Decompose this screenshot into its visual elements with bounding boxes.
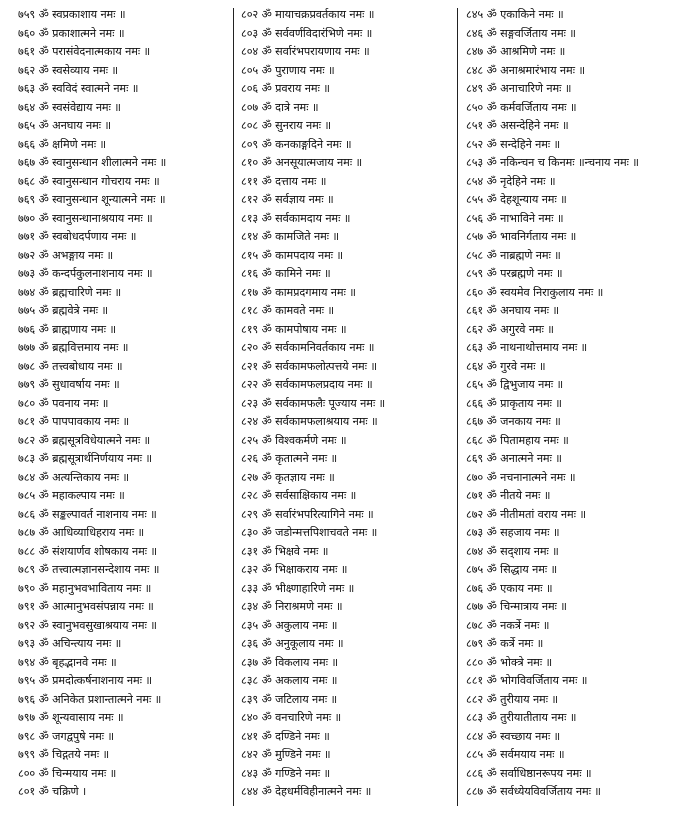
name-line: ८२५ ॐ विश्वकर्मणे नमः ॥	[241, 433, 347, 447]
name-line: ८५८ ॐ नाब्रह्मणे नमः ॥	[466, 248, 561, 262]
name-line: ८३८ ॐ अकलाय नमः ॥	[241, 674, 338, 687]
name-line: ७७२ ॐ अभङ्गाय नमः ॥	[18, 248, 114, 262]
name-line: ७८१ ॐ पापपावकाय नमः ॥	[18, 415, 130, 428]
name-line: ८५७ ॐ भावनिर्गताय नमः ॥	[466, 230, 577, 243]
name-line: ८७८ ॐ नकर्त्रे नमः ॥	[466, 618, 550, 632]
name-line: ८८२ ॐ तुरीयाय नमः ॥	[466, 692, 558, 706]
column-divider-2	[457, 8, 458, 806]
name-line: ८४६ ॐ सङ्गवर्जिताय नमः ॥	[466, 26, 576, 40]
name-line: ८१३ ॐ सर्वकामदाय नमः ॥	[241, 211, 351, 225]
name-line: ७९९ ॐ चिद्गतये नमः ॥	[18, 748, 110, 761]
name-line: ८२६ ॐ कृतात्मने नमः ॥	[241, 452, 338, 465]
name-line: ८२१ ॐ सर्वकामफलोत्पत्तये नमः ॥	[241, 359, 377, 373]
name-line: ८४२ ॐ मुण्डिने नमः ॥	[241, 748, 331, 761]
name-line: ८११ ॐ दत्ताय नमः ॥	[241, 174, 327, 188]
name-line: ८०१ ॐ चक्रिणे ।	[18, 785, 87, 798]
name-line: ७८५ ॐ महाकल्पाय नमः ॥	[18, 489, 125, 502]
name-line: ८८७ ॐ सर्वध्येयविवर्जिताय नमः ॥	[466, 785, 601, 798]
name-line: ८३० ॐ जडोन्मत्तपिशाचवते नमः ॥	[241, 526, 378, 539]
name-line: ८४७ ॐ आश्रमिणे नमः ॥	[466, 45, 566, 58]
name-line: ७७९ ॐ सुधावर्षाय नमः ॥	[18, 378, 120, 391]
name-line: ८६५ ॐ द्विभुजाय नमः ॥	[466, 378, 564, 391]
name-line: ८७६ ॐ एकाय नमः ॥	[466, 581, 553, 595]
name-line: ७५९ ॐ स्वप्रकाशाय नमः ॥	[18, 8, 126, 21]
name-line: ८४० ॐ वनचारिणे नमः ॥	[241, 711, 342, 724]
name-line: ७८७ ॐ आधिव्याधिहराय नमः ॥	[18, 526, 145, 539]
name-line: ८४८ ॐ अनाश्रमारंभाय नमः ॥	[466, 63, 585, 77]
name-line: ७७१ ॐ स्वबोधदर्पणाय नमः ॥	[18, 230, 137, 243]
name-line: ७७६ ॐ ब्राह्मणाय नमः ॥	[18, 322, 116, 336]
column-3	[466, 6, 680, 802]
name-line: ८६१ ॐ अनघाय नमः ॥	[466, 304, 559, 317]
name-line: ८६६ ॐ प्राकृताय नमः ॥	[466, 396, 562, 410]
name-line: ७९८ ॐ जगद्वपुषे नमः ॥	[18, 729, 114, 743]
name-line: ८१६ ॐ कामिने नमः ॥	[241, 267, 331, 280]
name-line: ८०५ ॐ पुराणाय नमः ॥	[241, 63, 335, 77]
name-line: ८१८ ॐ कामवते नमः ॥	[241, 304, 335, 317]
name-line: ८८६ ॐ सर्वाधिष्ठानरूपय नमः ॥	[466, 766, 592, 780]
name-line: ७६६ ॐ क्षमिणे नमः ॥	[18, 137, 107, 151]
name-line: ८६४ ॐ गुरवे नमः ॥	[466, 359, 546, 373]
name-line: ७७७ ॐ ब्रह्मवित्तमाय नमः ॥	[18, 341, 129, 354]
name-line: ८१५ ॐ कामपदाय नमः ॥	[241, 248, 344, 262]
name-line: ८८० ॐ भोक्त्रे नमः ॥	[466, 655, 553, 669]
name-line: ८७० ॐ नचनानात्मने नमः ॥	[466, 470, 576, 484]
name-line: ७८६ ॐ सङ्कल्पावर्त नाशनाय नमः ॥	[18, 507, 157, 521]
name-line: ७६३ ॐ स्वविदं स्वात्मने नमः ॥	[18, 82, 139, 95]
name-line: ८३४ ॐ निराश्रमणे नमः ॥	[241, 600, 343, 613]
name-line: ७९२ ॐ स्वानुभवसुखाश्रयाय नमः ॥	[18, 618, 157, 632]
name-line: ७६८ ॐ स्वानुसन्धान गोचराय नमः ॥	[18, 174, 160, 188]
name-line: ७६१ ॐ परासंवेदनात्मकाय नमः ॥	[18, 45, 151, 58]
name-line: ८१४ ॐ कामजिते नमः ॥	[241, 230, 339, 243]
name-line: ८०४ ॐ सर्वारंभपरायणाय नमः ॥	[241, 45, 370, 58]
name-line: ८८४ ॐ स्वच्छाय नमः ॥	[466, 729, 561, 743]
name-line: ८२८ ॐ सर्वसाक्षिकाय नमः ॥	[241, 489, 357, 502]
name-line: ८६८ ॐ पितामहाय नमः ॥	[466, 433, 569, 447]
name-line: ८२९ ॐ सर्वारंभपरित्यागिने नमः ॥	[241, 507, 374, 521]
name-line: ७८९ ॐ तत्त्वात्मज्ञानसन्देशाय नमः ॥	[18, 563, 160, 576]
name-line: ८६२ ॐ अगुरवे नमः ॥	[466, 322, 554, 336]
name-line: ८४३ ॐ गण्डिने नमः ॥	[241, 766, 331, 780]
name-line: ७६४ ॐ स्वसंवेद्याय नमः ॥	[18, 100, 121, 114]
name-line: ८७५ ॐ सिद्धाय नमः ॥	[466, 563, 558, 576]
name-line: ७९३ ॐ अचिन्त्याय नमः ॥	[18, 637, 122, 650]
name-line: ८६० ॐ स्वयमेव निराकुलाय नमः ॥	[466, 285, 604, 299]
name-line: ७६० ॐ प्रकाशात्मने नमः ॥	[18, 26, 125, 40]
name-line: ७९७ ॐ शून्यवासाय नमः ॥	[18, 711, 124, 724]
name-line: ८०९ ॐ कनकाङ्गदिने नमः ॥	[241, 137, 352, 151]
name-line: ८०० ॐ चिन्मयाय नमः ॥	[18, 766, 117, 780]
name-line: ८७९ ॐ कर्त्रे नमः ॥	[466, 637, 544, 650]
column-divider-1	[233, 8, 234, 806]
name-line: ८७३ ॐ सहजाय नमः ॥	[466, 526, 560, 539]
name-line: ८१० ॐ अनसूयात्मजाय नमः ॥	[241, 156, 363, 169]
name-line: ८७२ ॐ नीतीमतां वराय नमः ॥	[466, 507, 586, 521]
name-line: ८६९ ॐ अनात्मने नमः ॥	[466, 452, 562, 465]
name-line: ७९६ ॐ अनिकेत प्रशान्तात्मने नमः ॥	[18, 692, 162, 706]
name-line: ७७३ ॐ कन्दर्पकुलनाशनाय नमः ॥	[18, 267, 153, 280]
name-line: ८५४ ॐ नृदेहिने नमः ॥	[466, 174, 556, 188]
name-line: ८६३ ॐ नाथनाथोत्तमाय नमः ॥	[466, 341, 588, 354]
name-line: ८१२ ॐ सर्वज्ञाय नमः ॥	[241, 193, 334, 206]
name-line: ८३३ ॐ भीक्ष्णाहारिणे नमः ॥	[241, 581, 355, 595]
name-line: ७६७ ॐ स्वानुसन्धान शीलात्मने नमः ॥	[18, 156, 167, 169]
name-line: ८३६ ॐ अनुकूलाय नमः ॥	[241, 637, 344, 650]
name-line: ८५१ ॐ असन्देहिने नमः ॥	[466, 119, 569, 132]
name-line: ७८० ॐ पवनाय नमः ॥	[18, 396, 109, 410]
name-line: ८८३ ॐ तुरीयातीताय नमः ॥	[466, 711, 577, 724]
name-line: ८४४ ॐ देहधर्मविहीनात्मने नमः ॥	[241, 785, 372, 798]
name-line: ८४९ ॐ अनाचारिणे नमः ॥	[466, 82, 572, 95]
name-line: ८३५ ॐ अकुलाय नमः ॥	[241, 618, 338, 632]
name-line: ८५५ ॐ देहशून्याय नमः ॥	[466, 193, 567, 206]
name-line: ७८२ ॐ ब्रह्मसूत्रविधेयात्मने नमः ॥	[18, 433, 151, 447]
name-line: ७९१ ॐ आत्मानुभवसंपन्नाय नमः ॥	[18, 600, 154, 613]
name-line: ७८४ ॐ अत्यन्तिकाय नमः ॥	[18, 470, 130, 484]
name-line: ८२३ ॐ सर्वकामफलैः पूज्याय नमः ॥	[241, 396, 386, 410]
name-line: ७६२ ॐ स्वसेव्याय नमः ॥	[18, 63, 118, 77]
name-line: ८०७ ॐ दात्रे नमः ॥	[241, 100, 319, 114]
name-line: ७७० ॐ स्वानुसन्धानाश्रयाय नमः ॥	[18, 211, 153, 225]
name-line: ८५९ ॐ परब्रह्मणे नमः ॥	[466, 267, 563, 280]
name-line: ७९० ॐ महानुभवभाविताय नमः ॥	[18, 581, 152, 595]
name-line: ७८३ ॐ ब्रह्मसूत्रार्थनिर्णयाय नमः ॥	[18, 452, 152, 465]
name-line: ७९४ ॐ बृहद्भानवे नमः ॥	[18, 655, 117, 669]
name-line: ८४१ ॐ दण्डिने नमः ॥	[241, 729, 330, 743]
name-line: ८५३ ॐ नकिन्चन च किनमः ॥न्चनाय नमः ॥	[466, 156, 639, 169]
name-line: ८१७ ॐ कामप्रदगमाय नमः ॥	[241, 285, 356, 299]
name-line: ८५६ ॐ नाभाविने नमः ॥	[466, 211, 564, 225]
name-line: ८०६ ॐ प्रवराय नमः ॥	[241, 82, 330, 95]
name-line: ८७७ ॐ चिन्मात्राय नमः ॥	[466, 600, 567, 613]
name-line: ८८१ ॐ भोगविवर्जिताय नमः ॥	[466, 674, 588, 687]
column-2	[241, 6, 455, 802]
name-line: ८२२ ॐ सर्वकामफलप्रदाय नमः ॥	[241, 378, 373, 391]
name-line: ८२७ ॐ कृतज्ञाय नमः ॥	[241, 470, 335, 484]
name-line: ७६९ ॐ स्वानुसन्धान शून्यात्मने नमः ॥	[18, 193, 166, 206]
name-line: ८५० ॐ कर्मवर्जिताय नमः ॥	[466, 100, 577, 114]
name-line: ७८८ ॐ संशयार्णव शोषकाय नमः ॥	[18, 544, 158, 558]
name-line: ८३७ ॐ विकलाय नमः ॥	[241, 655, 338, 669]
name-line: ८७४ ॐ सद्शाय नमः ॥	[466, 544, 559, 558]
name-line: ८६७ ॐ जनकाय नमः ॥	[466, 415, 561, 428]
name-line: ८२४ ॐ सर्वकामफलाश्रयाय नमः ॥	[241, 415, 378, 428]
name-line: ७७५ ॐ ब्रह्मवेत्रे नमः ॥	[18, 304, 108, 317]
name-line: ८३१ ॐ भिक्षवे नमः ॥	[241, 544, 329, 558]
name-line: ८५२ ॐ सन्देहिने नमः ॥	[466, 137, 561, 151]
name-line: ८४५ ॐ एकाकिने नमः ॥	[466, 8, 564, 21]
name-line: ७६५ ॐ अनघाय नमः ॥	[18, 119, 111, 132]
name-line: ७९५ ॐ प्रमदोत्कर्षनाशनाय नमः ॥	[18, 674, 152, 687]
name-line: ७७८ ॐ तत्त्वबोधाय नमः ॥	[18, 359, 123, 373]
name-line: ८०२ ॐ मायाचक्रप्रवर्तकाय नमः ॥	[241, 8, 375, 21]
name-line: ८१९ ॐ कामपोषाय नमः ॥	[241, 322, 347, 336]
name-line: ८७१ ॐ नीतये नमः ॥	[466, 489, 551, 502]
name-line: ८२० ॐ सर्वकामनिवर्तकाय नमः ॥	[241, 341, 375, 354]
column-1	[18, 6, 232, 802]
name-line: ८३९ ॐ जटिलाय नमः ॥	[241, 692, 338, 706]
name-line: ८०३ ॐ सर्ववर्णविदारंभिणे नमः ॥	[241, 26, 373, 40]
name-line: ८३२ ॐ भिक्षाकराय नमः ॥	[241, 563, 348, 576]
name-line: ८०८ ॐ सुनराय नमः ॥	[241, 119, 331, 132]
name-line: ८८५ ॐ सर्वमयाय नमः ॥	[466, 748, 565, 761]
name-line: ७७४ ॐ ब्रह्मचारिणे नमः ॥	[18, 285, 122, 299]
